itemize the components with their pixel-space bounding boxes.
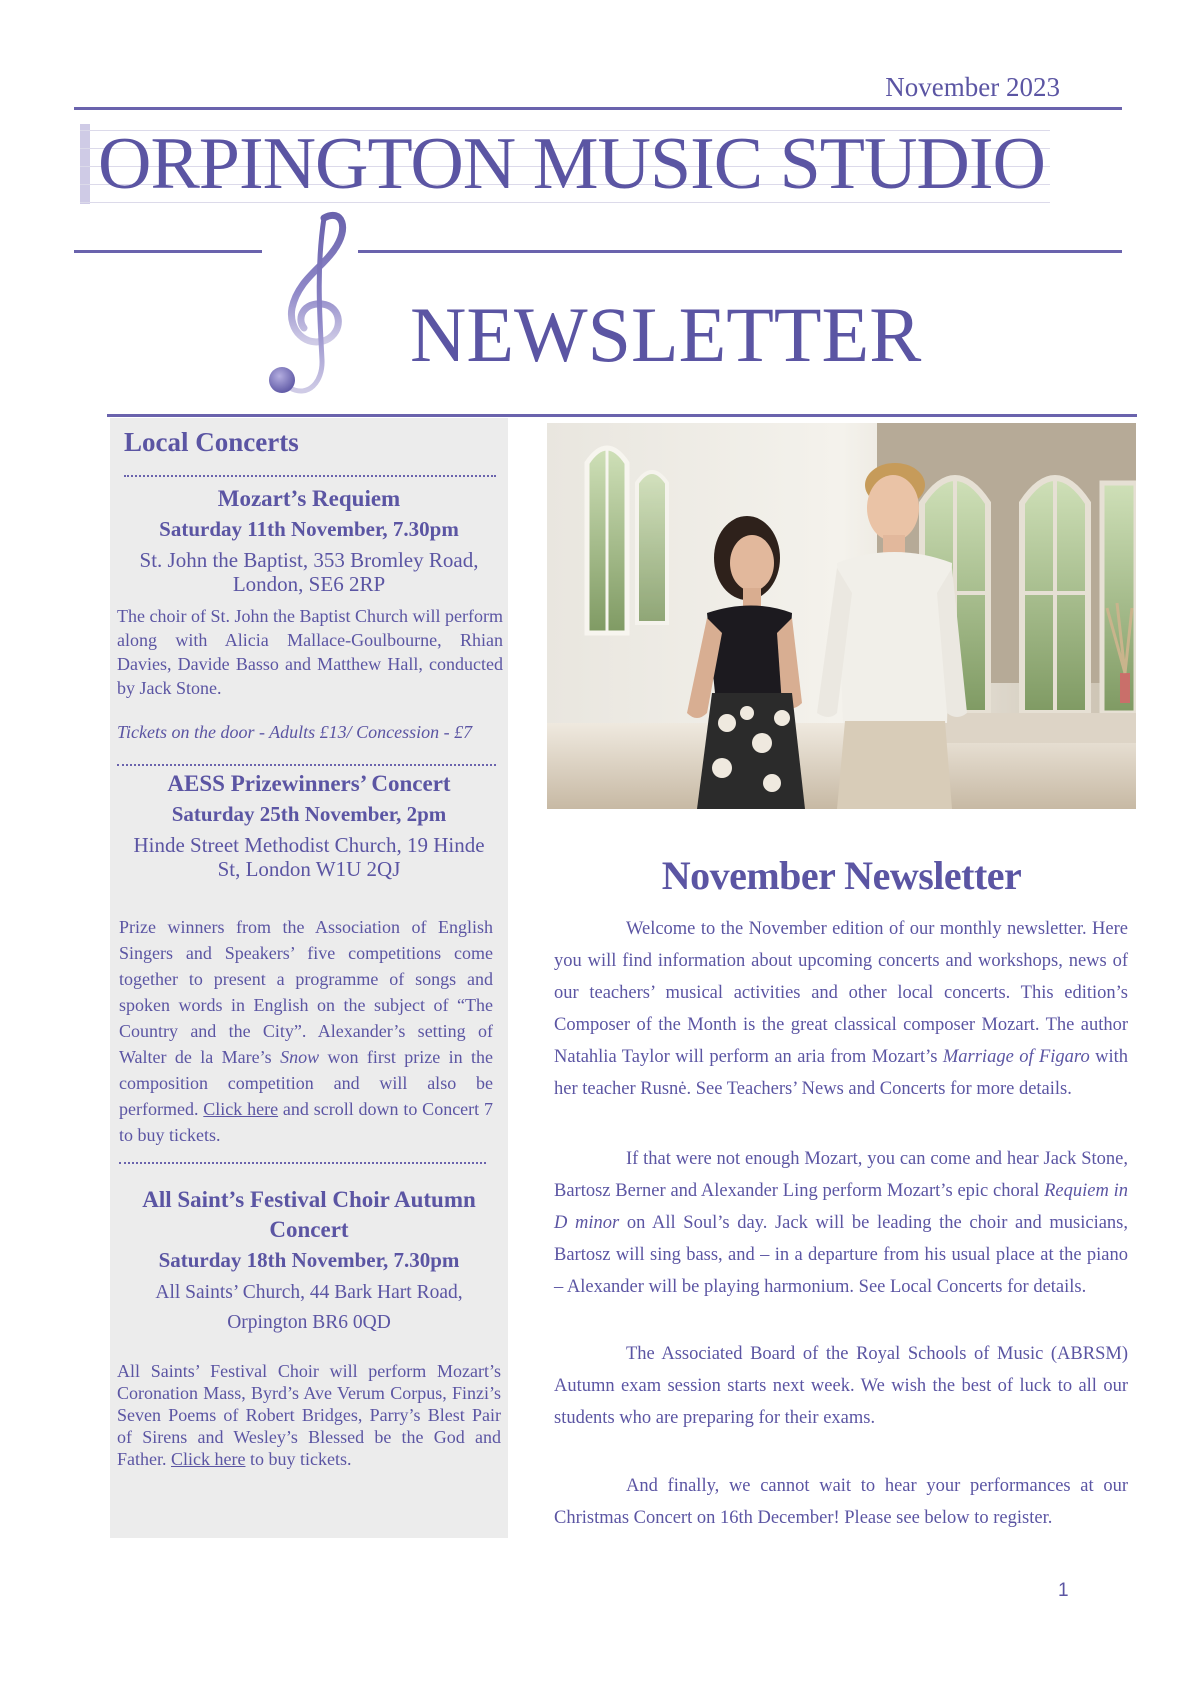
- masthead-title: ORPINGTON MUSIC STUDIO: [98, 123, 1045, 205]
- paragraph-text: with her teacher Rusnė. See Teachers’ News and Concerts for more details.: [554, 1047, 1128, 1099]
- issue-date: November 2023: [885, 72, 1060, 102]
- event-description: The choir of St. John the Baptist Church will perform along with Alicia Mallace-Goulbourne, Rhian Davies, Davide Basso and Matthew Hall, conducted by Jack Stone.: [117, 606, 503, 698]
- newsletter-heading: NEWSLETTER: [410, 291, 922, 378]
- event-title: AESS Prizewinners’ Concert: [167, 771, 451, 796]
- event-description: [117, 1360, 501, 1470]
- event-tickets: Tickets on the door - Adults £13/ Concession - £7: [117, 722, 473, 742]
- event-venue: St. John the Baptist, 353 Bromley Road, London, SE6 2RP: [139, 548, 479, 596]
- masthead: [80, 122, 1050, 206]
- header-right-rule: [358, 250, 1122, 253]
- paragraph-text: If that were not enough Mozart, you can come and hear Jack Stone, Bartosz Berner and Alexander Ling perform Mozart’s epic choral: [554, 1149, 1128, 1201]
- article-paragraph: And finally, we cannot wait to hear your performances at our Christmas Concert on 16th December! Please see below to register.: [554, 1476, 1128, 1528]
- event-description-text: to buy tickets.: [245, 1449, 352, 1469]
- paragraph-italic: Requiem in D minor: [554, 1181, 1128, 1233]
- buy-tickets-link[interactable]: Click here: [171, 1449, 246, 1469]
- sidebar-heading: Local Concerts: [124, 427, 299, 457]
- masthead-bar: [80, 124, 90, 204]
- event-description-italic: Snow: [280, 1047, 320, 1067]
- header-top-rule: [74, 107, 1122, 110]
- event-title: Mozart’s Requiem: [217, 486, 401, 511]
- event-date: Saturday 18th November, 7.30pm: [158, 1248, 460, 1272]
- event-description-text: All Saints’ Festival Choir will perform Mozart’s Coronation Mass, Byrd’s Ave Verum Corpus, Finzi’s Seven Poems of Robert Bridges, Parry’s Blest Pair of Sirens and Wesley’s Blessed be the God and Father.: [117, 1361, 501, 1469]
- article-title: November Newsletter: [661, 853, 1022, 898]
- event-title: All Saint’s Festival Choir Autumn Concert: [142, 1187, 476, 1242]
- event-description-text: Prize winners from the Association of English Singers and Speakers’ five competitions come together to present a programme of songs and spoken words in English on the subject of “The Country and the City”. Alexander’s setting of Walter de la Mare’s: [119, 917, 493, 1067]
- photo-two-musicians: [547, 423, 1136, 809]
- event-venue: Hinde Street Methodist Church, 19 Hinde St, London W1U 2QJ: [133, 833, 485, 881]
- dotted-divider: [117, 764, 496, 766]
- event-description-text: won first prize in the composition competition and will also be performed.: [119, 1047, 493, 1119]
- article-paragraph: [554, 913, 1128, 1105]
- treble-clef-icon: [262, 210, 362, 400]
- section-rule: [107, 414, 1137, 417]
- event-date: Saturday 25th November, 2pm: [171, 802, 447, 826]
- paragraph-text: on All Soul’s day. Jack will be leading the choir and musicians, Bartosz will sing bass, and – in a departure from his usual place at the piano – Alexander will be playing harmonium. See Local Concerts for details.: [554, 1213, 1129, 1297]
- buy-tickets-link[interactable]: Click here: [203, 1099, 279, 1119]
- dotted-divider: [124, 475, 496, 477]
- event-venue: All Saints’ Church, 44 Bark Hart Road, Orpington BR6 0QD: [155, 1282, 463, 1333]
- page-number: 1: [1058, 1580, 1069, 1601]
- paragraph-italic: Marriage of Figaro: [942, 1047, 1090, 1067]
- dotted-divider: [119, 1162, 486, 1164]
- article-paragraph: The Associated Board of the Royal Schools of Music (ABRSM) Autumn exam session starts next week. We wish the best of luck to all our students who are preparing for their exams.: [554, 1344, 1128, 1428]
- paragraph-text: Welcome to the November edition of our monthly newsletter. Here you will find information about upcoming concerts and workshops, news of our teachers’ musical activities and other local concerts. This edition’s Composer of the Month is the great classical composer Mozart. The author Natahlia Taylor will perform an aria from Mozart’s: [554, 919, 1128, 1067]
- event-description-text: and scroll down to Concert 7 to buy tickets.: [119, 1099, 493, 1145]
- event-date: Saturday 11th November, 7.30pm: [159, 517, 459, 541]
- header-left-rule: [74, 250, 262, 253]
- article-paragraph: [554, 1143, 1128, 1303]
- event-description: [119, 914, 493, 1148]
